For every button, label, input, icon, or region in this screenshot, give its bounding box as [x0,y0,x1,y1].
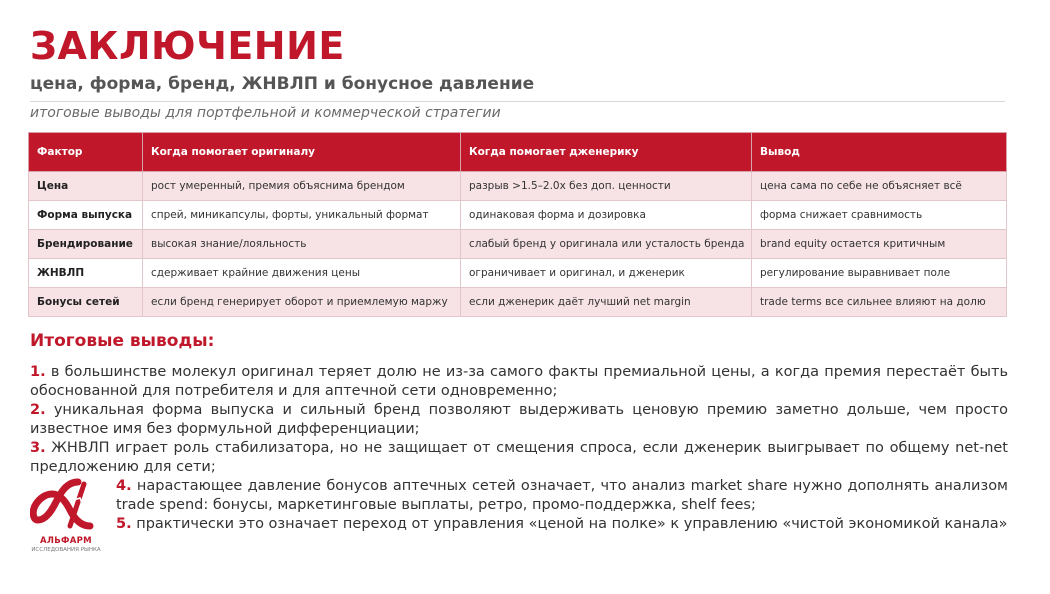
conclusion-number: 3. [30,440,46,456]
table-row [29,172,1007,201]
row-helps-generic: одинаковая форма и дозировка [461,201,752,230]
row-helps-generic: слабый бренд у оригинала или усталость бренда [461,230,752,259]
table-header-row [29,133,1007,172]
header-helps-generic: Когда помогает дженерику [461,133,752,172]
row-helps-generic: если дженерик даёт лучший net margin [461,288,752,317]
company-logo [30,476,102,556]
conclusion-number: 5. [116,516,132,532]
row-factor: Брендирование [29,230,143,259]
table-row [29,201,1007,230]
page-tagline: итоговые выводы для портфельной и коммерческой стратегии [30,105,501,121]
conclusion-text: уникальная форма выпуска и сильный бренд позволяют выдерживать ценовую премию заметно дольше, чем просто известное имя без формульной дифференциации; [30,402,1008,437]
page-title: ЗАКЛЮЧЕНИЕ [30,24,345,68]
row-conclusion: регулирование выравнивает поле [752,259,1007,288]
conclusion-number: 4. [116,478,132,494]
conclusion-text: практически это означает переход от управления «ценой на полке» к управлению «чистой экономикой канала» [131,516,1008,532]
conclusion-item [30,439,1008,477]
header-divider [30,101,1005,102]
header-factor: Фактор [29,133,143,172]
row-conclusion: trade terms все сильнее влияют на долю [752,288,1007,317]
table-row [29,288,1007,317]
conclusion-item [30,363,1008,401]
table-row [29,259,1007,288]
page-subtitle: цена, форма, бренд, ЖНВЛП и бонусное давление [30,74,535,94]
row-helps-original: если бренд генерирует оборот и приемлемую маржу [143,288,461,317]
conclusion-number: 1. [30,364,46,380]
conclusion-item [116,477,1008,515]
row-factor: Бонусы сетей [29,288,143,317]
row-factor: Форма выпуска [29,201,143,230]
conclusion-text: нарастающее давление бонусов аптечных сетей означает, что анализ market share нужно дополнять анализом trade spend: бонусы, маркетинговые выплаты, ретро, промо-поддержка, shelf fees; [116,478,1008,513]
row-conclusion: цена сама по себе не объясняет всё [752,172,1007,201]
logo-subtitle: ИССЛЕДОВАНИЯ РЫНКА [31,547,101,553]
header-helps-original: Когда помогает оригиналу [143,133,461,172]
conclusion-item [116,515,1008,534]
alpha-logo-icon [30,476,102,534]
conclusion-item [30,401,1008,439]
row-helps-original: высокая знание/лояльность [143,230,461,259]
row-factor: Цена [29,172,143,201]
row-conclusion: brand equity остается критичным [752,230,1007,259]
row-helps-original: сдерживает крайние движения цены [143,259,461,288]
header-conclusion: Вывод [752,133,1007,172]
conclusions-list [30,363,1008,534]
logo-name: АЛЬФАРМ [40,536,92,546]
row-helps-original: рост умеренный, премия объяснима брендом [143,172,461,201]
row-helps-generic: разрыв >1.5–2.0x без доп. ценности [461,172,752,201]
conclusions-title: Итоговые выводы: [30,331,215,351]
conclusion-text: ЖНВЛП играет роль стабилизатора, но не защищает от смещения спроса, если дженерик выигрывает по общему net-net предложению для сети; [30,440,1008,475]
conclusion-number: 2. [30,402,46,418]
factors-table [28,132,1007,317]
row-conclusion: форма снижает сравнимость [752,201,1007,230]
row-helps-original: спрей, миникапсулы, форты, уникальный формат [143,201,461,230]
row-factor: ЖНВЛП [29,259,143,288]
row-helps-generic: ограничивает и оригинал, и дженерик [461,259,752,288]
conclusion-text: в большинстве молекул оригинал теряет долю не из-за самого факты премиальной цены, а когда премия перестаёт быть обоснованной для потребителя и для аптечной сети одновременно; [30,364,1008,399]
table-row [29,230,1007,259]
